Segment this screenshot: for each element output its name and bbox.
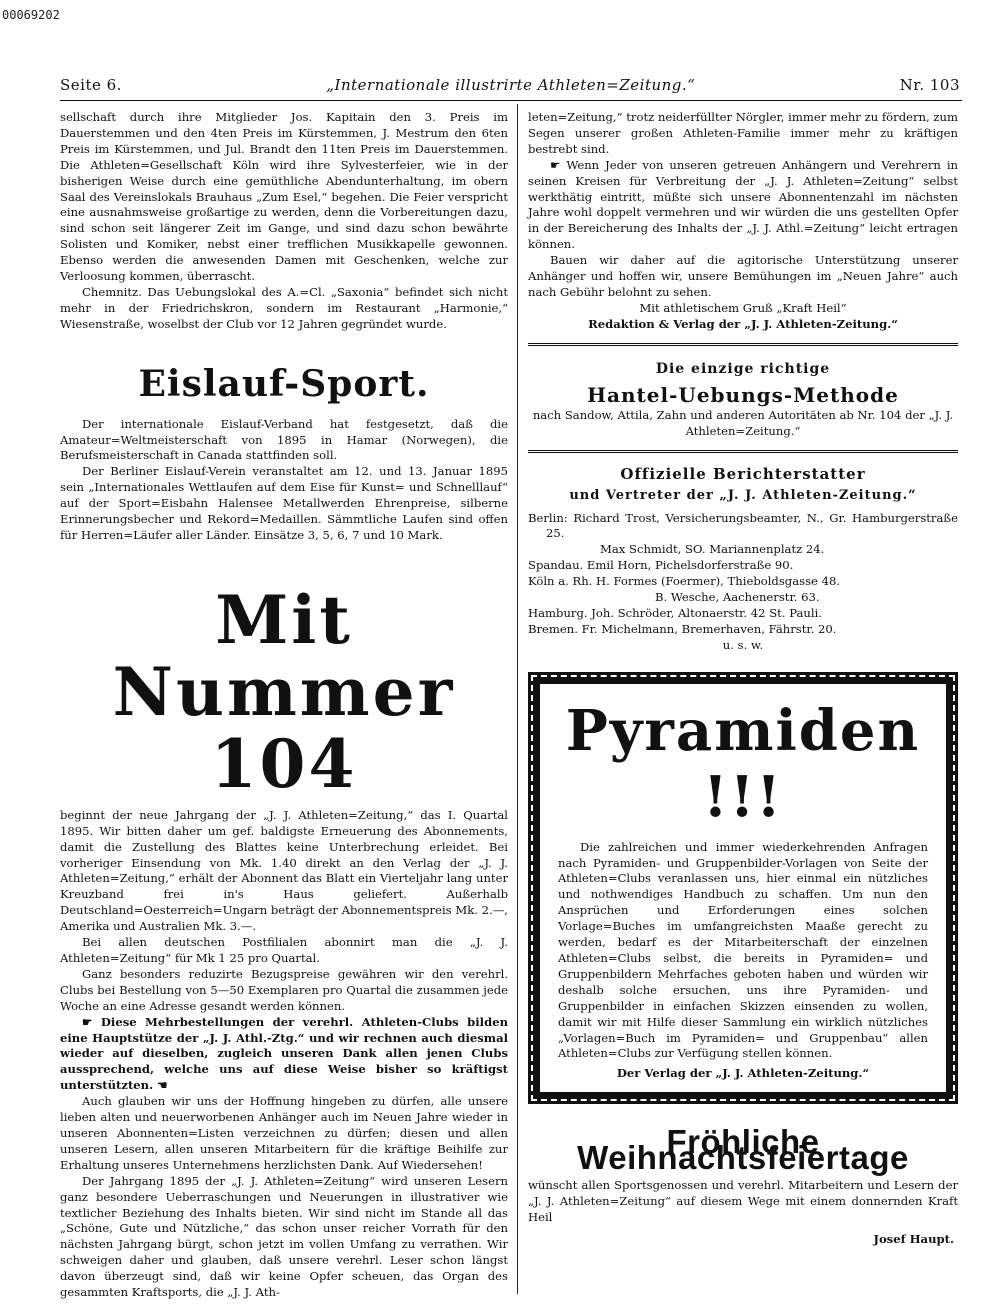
subscription-paragraph-3: Ganz besonders reduzirte Bezugspreise gewähren wir den verehrl. Clubs bei Bestellung von 5—50 Exemplaren pro Quartal die zusammen jede Woche an eine Adresse gesandt werden können. — [60, 966, 508, 1013]
christmas-text: wünscht allen Sportsgenossen und verehrl. Mitarbeitern und Lesern der „J. J. Athleten=Zeitung“ auf diesem Wege mit einem donnernden Kraft Heil — [528, 1178, 958, 1224]
subscription-paragraph-2: Bei allen deutschen Postfilialen abonnirt man die „J. J. Athleten=Zeitung“ für Mk 1 25 pro Quartal. — [60, 935, 508, 965]
christmas-signature: Josef Haupt. — [873, 1231, 954, 1246]
section-rule-2 — [528, 450, 958, 453]
appeal-paragraph: ☛ Wenn Jeder von unseren getreuen Anhängern und Verehrern in seinen Kreisen für Verbreitung der „J. J. Athleten=Zeitung“ selbst werkthätig eintritt, müßte sich unsere Abonnentenzahl im nächsten Jahre wohl doppelt vermehren und wir würden die uns gestellten Opfer in der Bereicherung des Inhalts der „J. J. Athl.=Zeitung“ leicht ertragen können. — [528, 157, 958, 252]
pyramiden-text: Die zahlreichen und immer wiederkehrenden Anfragen nach Pyramiden- und Gruppenbilder-Vorlagen von Seite der Athleten=Clubs veranlassen uns, hier einmal ein nützliches und nothwendiges Handbuch zu schaffen. Um nun den Ansprüchen und Erforderungen eines solchen Vorlage=Buches im umfangreichsten Maaße gerecht zu werden, bedarf es der Mitarbeiterschaft der einzelnen Athleten=Clubs selbst, die bereits in Pyramiden= und Gruppenbildern Mehrfaches geboten haben und würden wir deshalb solche ersuchen, uns ihre Pyramiden- und Gruppenbilder in einfachen Skizzen einsenden zu wollen, damit wir mit Hilfe dieser Sammlung ein wirklich nützliches „Vorlagen=Buch im Pyramiden= und Gruppenbau“ allen Athleten=Clubs zur Verfügung stellen können. — [558, 839, 928, 1061]
eislauf-paragraph-2: Der Berliner Eislauf-Verein veranstaltet am 12. und 13. Januar 1895 sein „Internationales Wettlaufen auf dem Eise für Kunst= und Schnelllauf“ auf der Sport=Eisbahn Halensee Metallwerden Ehrenpreise, silberne Erinnerungsbecher und Rekord=Medaillen. Sämmtliche Laufen sind offen für Herren=Läufer aller Länder. Einsätze 3, 5, 6, 7 und 10 Mark. — [60, 464, 508, 542]
reporters-heading-2: und Vertreter der „J. J. Athleten-Zeitung.“ — [569, 487, 917, 503]
method-description: nach Sandow, Attila, Zahn und anderen Autoritäten ab Nr. 104 der „J. J. Athleten=Zeitung.“ — [532, 407, 954, 438]
newspaper-title: „Internationale illustrirte Athleten=Zeitung.“ — [326, 76, 696, 94]
page-header — [60, 76, 960, 100]
greeting-line: Mit athletischem Gruß „Kraft Heil“ — [639, 300, 847, 315]
header-rule — [60, 100, 962, 101]
reporter-entry: Max Schmidt, SO. Mariannenplatz 24. — [600, 542, 825, 557]
reporters-etc: u. s. w. — [722, 637, 764, 652]
reporter-entry: Hamburg. Joh. Schröder, Altonaerstr. 42 St. Pauli. — [528, 605, 822, 620]
left-column — [60, 110, 508, 1301]
subscription-paragraph-6: Der Jahrgang 1895 der „J. J. Athleten=Zeitung“ wird unseren Lesern ganz besondere Ueberraschungen und Neuerungen in illustrativer wie textlicher Beziehung des Inhalts bieten. Wir sind nicht im Stande all das „Schöne, Gute und Nützliche,“ das schon unser reicher Vorrath für den nächsten Jahrgang bürgt, schon jetzt im vollen Umfang zu verrathen. Wir schweigen daher und glauben, daß unsere verehrl. Leser schon längst davon überzeugt sind, daß wir keine Opfer scheuen, das Organ des gesammten Kraftsports, die „J. J. Ath- — [60, 1173, 508, 1300]
section-heading-eislauf: Eislauf-Sport. — [138, 362, 430, 405]
christmas-heading: Fröhliche Weihnachtsfeiertage — [577, 1123, 909, 1177]
scan-id: 00069202 — [2, 8, 60, 22]
subscription-paragraph-4: ☛ Diese Mehrbestellungen der verehrl. Athleten-Clubs bilden eine Hauptstütze der „J. J. Athl.-Ztg.“ und wir rechnen auch diesmal wieder auf dieselben, zugleich unseren Dank allen jenen Clubs aussprechend, welche uns auf diese Weise bisher so kräftigst unterstützten. ☚ — [60, 1014, 508, 1093]
reporters-heading-1: Offizielle Berichterstatter — [620, 464, 866, 483]
agitation-paragraph: Bauen wir daher auf die agitorische Unterstützung unserer Anhänger und hoffen wir, unsere Bemühungen im „Neuen Jahre“ auch nach Gebühr belohnt zu sehen. — [528, 253, 958, 299]
pyramiden-heading: Pyramiden !!! — [565, 697, 921, 830]
issue-number: Nr. 103 — [899, 76, 960, 94]
reporter-entry: Berlin: Richard Trost, Versicherungsbeamter, N., Gr. Hamburgerstraße 25. — [528, 510, 958, 541]
eislauf-paragraph-1: Der internationale Eislauf-Verband hat festgesetzt, daß die Amateur=Weltmeisterschaft von 1895 in Hamar (Norwegen), die Berufsmeisterschaft in Canada stattfinden soll. — [60, 416, 508, 463]
article-continuation: sellschaft durch ihre Mitglieder Jos. Kapitain den 3. Preis im Dauerstemmen und den 4ten Preis im Kürstemmen, J. Mestrum den 6ten Preis im Kürstemmen, und Jul. Brandt den 11ten Preis im Dauerstemmen. Die Athleten=Gesellschaft Köln wird ihre Sylvesterfeier, wie in der bisherigen Weise durch eine gemüthliche Abendunterhaltung, im obern Saal des Vereinslokals Brauhaus „Zum Esel,“ begehen. Die Feier verspricht eine ausnahmsweise großartige zu werden, denn die Vorbereitungen dazu, sind schon seit längerer Zeit im Gange, und sind dazu schon bewährte Solisten und Komiker, nebst einer trefflichen Musikkapelle gewonnen. Ebenso werden die anwesenden Damen mit Geschenken, welche zur Verloosung kommen, überrascht. — [60, 110, 508, 284]
pyramiden-advertisement — [528, 672, 958, 1105]
pyramiden-signature: Der Verlag der „J. J. Athleten-Zeitung.“ — [616, 1066, 870, 1081]
article-chemnitz: Chemnitz. Das Uebungslokal des A.=Cl. „Saxonia“ befindet sich nicht mehr in der Friedrichskron, sondern im Restaurant „Harmonie,“ Wiesenstraße, woselbst der Club vor 12 Jahren gegründet wurde. — [60, 284, 508, 331]
article-continuation-right: leten=Zeitung,“ trotz neiderfüllter Nörgler, immer mehr zu fördern, zum Segen unserer großen Athleten-Familie immer mehr zu kräftigen bestrebt sind. — [528, 110, 958, 156]
right-column — [528, 110, 958, 1248]
reporters-list — [528, 511, 958, 654]
editorial-signature: Redaktion & Verlag der „J. J. Athleten-Zeitung.“ — [588, 316, 898, 331]
reporter-entry: Köln a. Rh. H. Formes (Foermer), Thieboldsgasse 48. — [528, 574, 841, 589]
method-heading-1: Die einzige richtige — [655, 360, 831, 377]
method-heading-2: Hantel-Uebungs-Methode — [587, 382, 899, 407]
subscription-paragraph-1: beginnt der neue Jahrgang der „J. J. Athleten=Zeitung,“ das I. Quartal 1895. Wir bitten daher um gef. baldigste Erneuerung des Abonnements, damit die Zustellung des Blattes keine Unterbrechung erleidet. Bei vorheriger Einsendung von Mk. 1.40 direkt an den Verlag der „J. J. Athleten=Zeitung,“ erhält der Abonnent das Blatt ein Vierteljahr lang unter Kreuzband frei in's Haus geliefert. Außerhalb Deutschland=Oesterreich=Ungarn beträgt der Abonnementspreis Mk. 2.—, Amerika und Australien Mk. 3.—. — [60, 807, 508, 934]
reporter-entry: Bremen. Fr. Michelmann, Bremerhaven, Fährstr. 20. — [528, 621, 837, 636]
column-divider — [517, 104, 518, 1294]
headline-mit-nummer: Mit Nummer 104 — [112, 580, 456, 803]
subscription-paragraph-5: Auch glauben wir uns der Hoffnung hingeben zu dürfen, alle unsere lieben alten und neuerworbenen Anhänger auch im Neuen Jahre wieder in unseren Abonnenten=Listen verzeichnen zu dürfen; diesen und allen unseren Lesern, allen unseren Mitarbeitern für die kräftige Beihilfe zur Erhaltung unseres Unternehmens herzlichsten Dank. Auf Wiedersehen! — [60, 1094, 508, 1172]
reporter-entry: Spandau. Emil Horn, Pichelsdorferstraße 90. — [528, 558, 794, 573]
reporter-entry: B. Wesche, Aachenerstr. 63. — [655, 590, 820, 605]
section-rule-1 — [528, 343, 958, 346]
page-number: Seite 6. — [60, 76, 122, 94]
